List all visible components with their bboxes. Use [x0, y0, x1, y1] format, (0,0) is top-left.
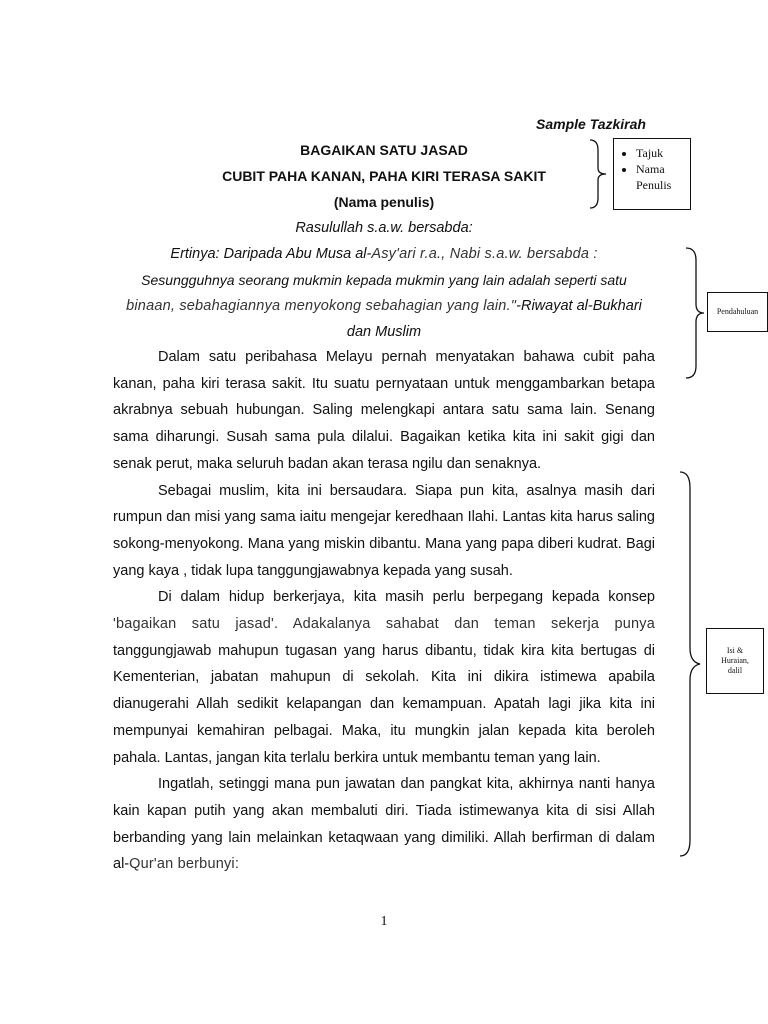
- body-text: [113, 344, 655, 878]
- hadith-line-2: Sesungguhnya seorang mukmin kepada mukmin yang lain adalah seperti satu: [141, 272, 627, 288]
- paragraph-3c: tanggungjawab mahupun tugasan yang harus dibantu, tidak kira kita bertugas di Kementerian, jabatan mahupun di sekolah. Kita ini dikira istimewa apabila dianugerahi Allah sedikit kelapangan dan kemampuan. Apatah lagi jika kita ini mempunyai kemahiran pelbagai. Maka, itu mungkin jalan kepada kita beroleh pahala. Lantas, jangan kita terlalu berkira untuk membantu teman yang lain.: [113, 642, 655, 766]
- title-line-2: CUBIT PAHA KANAN, PAHA KIRI TERASA SAKIT: [222, 168, 546, 184]
- paragraph-4a: Ingatlah, setinggi mana pun jawatan dan pangkat kita, akhirnya nanti hanya kain kapan putih yang akan membaluti diri. Tiada istimewanya kita di sisi Allah berbanding yang lain melainkan ketaqwaan yang dimiliki. Allah berfirman di dalam al-: [113, 776, 655, 873]
- title-line-1: BAGAIKAN SATU JASAD: [300, 142, 468, 158]
- sample-label: Sample Tazkirah: [536, 116, 646, 132]
- tajuk-item: • Tajuk: [636, 145, 686, 161]
- paragraph-3: [113, 584, 655, 771]
- hadith-line-3: [113, 298, 655, 314]
- author-name: (Nama penulis): [333, 194, 435, 210]
- hadith-line-4: dan Muslim: [346, 324, 422, 340]
- brace-isi: [678, 470, 704, 858]
- page-number: 1: [380, 914, 388, 929]
- hadith-line-3b: -Riwayat al-Bukhari: [516, 298, 642, 314]
- callout-pendahuluan: [707, 292, 768, 332]
- callout-tajuk: [613, 138, 691, 210]
- hadith-line-1: [113, 246, 655, 262]
- isi-label: Isi & Huraian, dalil: [721, 646, 749, 675]
- hadith-line-1a: Ertinya: Daripada Abu Musa al-: [170, 246, 372, 262]
- hadith-line-3a: binaan, sebahagiannya menyokong sebahagian yang lain.": [126, 298, 517, 314]
- paragraph-4: [113, 771, 655, 878]
- paragraph-3a: Di dalam hidup berkerjaya, kita masih perlu berpegang kepada konsep: [158, 589, 655, 606]
- callout-isi: [706, 628, 764, 694]
- paragraph-3b: 'bagaikan satu jasad'. Adakalanya sahabat dan teman sekerja punya: [113, 616, 655, 633]
- hadith-line-1b: Asy'ari r.a., Nabi s.a.w. bersabda :: [371, 246, 598, 262]
- paragraph-4b: Qur'an berbunyi:: [129, 856, 240, 873]
- tajuk-list: [614, 139, 690, 193]
- nama-penulis-item: • Nama Penulis: [636, 161, 686, 193]
- paragraph-2: Sebagai muslim, kita ini bersaudara. Siapa pun kita, asalnya masih dari rumpun dan misi yang sama iaitu mengejar keredhaan Ilahi. Lantas kita harus saling sokong-menyokong. Mana yang miskin dibantu. Mana yang papa diberi kudrat. Bagi yang kaya , tidak lupa tanggungjawabnya kepada yang susah.: [113, 482, 655, 579]
- hadith-intro: Rasulullah s.a.w. bersabda:: [295, 220, 473, 236]
- brace-tajuk: [588, 138, 608, 210]
- brace-pendahuluan: [684, 246, 706, 380]
- pendahuluan-label: Pendahuluan: [716, 307, 759, 316]
- paragraph-1: Dalam satu peribahasa Melayu pernah menyatakan bahawa cubit paha kanan, paha kiri terasa sakit. Itu suatu pernyataan untuk menggambarkan betapa akrabnya sebuah hubungan. Saling melengkapi antara satu sama lain. Senang sama diharungi. Susah sama pula dilalui. Bagaikan ketika kita ini sakit gigi dan senak perut, maka seluruh badan akan terasa ngilu dan senaknya.: [113, 349, 655, 472]
